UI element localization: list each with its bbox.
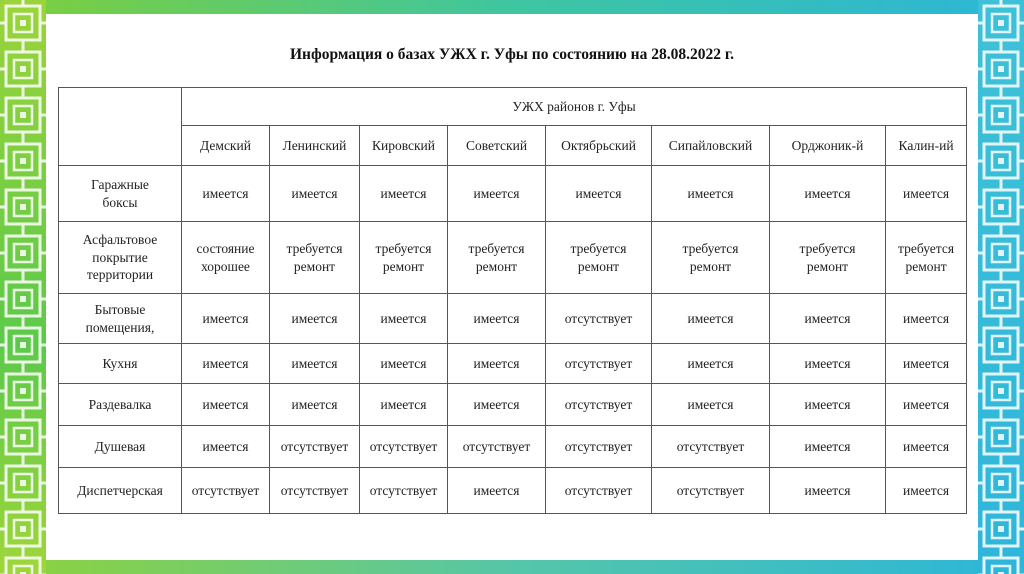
- table-cell: [886, 222, 967, 294]
- table-cell: имеется: [652, 384, 770, 426]
- table-cell: имеется: [448, 294, 546, 344]
- frame-top-border: [0, 0, 1024, 14]
- table-cell-line: требуется: [682, 240, 739, 256]
- bases-table: [58, 87, 967, 514]
- table-cell-line: требуется: [286, 240, 343, 256]
- table-cell: имеется: [360, 344, 448, 384]
- district-header: Ленинский: [270, 126, 360, 166]
- table-cell: [360, 222, 448, 294]
- table-cell-line: требуется: [799, 240, 856, 256]
- table-cell: [652, 222, 770, 294]
- district-header: Орджоник-й: [770, 126, 886, 166]
- table-cell: имеется: [448, 344, 546, 384]
- table-cell: имеется: [182, 384, 270, 426]
- table-cell: имеется: [770, 468, 886, 514]
- row-label-line: Душевая: [94, 438, 146, 454]
- table-row: [59, 222, 967, 294]
- table-cell-line: состояние: [196, 240, 255, 256]
- table-cell-line: требуется: [898, 240, 955, 256]
- table-cell-line: ремонт: [293, 258, 336, 274]
- table-cell: отсутствует: [270, 468, 360, 514]
- table-row: [59, 294, 967, 344]
- right-ornament-pattern: [978, 0, 1024, 574]
- table-cell: имеется: [886, 294, 967, 344]
- row-label: [59, 344, 182, 384]
- page-title: Информация о базах УЖХ г. Уфы по состоянию на 28.08.2022 г.: [289, 46, 735, 63]
- table-cell: [270, 222, 360, 294]
- table-cell: [182, 222, 270, 294]
- table-row: [59, 426, 967, 468]
- table-cell: имеется: [652, 166, 770, 222]
- table-cell: имеется: [270, 344, 360, 384]
- table-cell: отсутствует: [546, 294, 652, 344]
- frame-bottom-border: [0, 560, 1024, 574]
- table-cell: имеется: [886, 426, 967, 468]
- table-cell: имеется: [182, 344, 270, 384]
- table-cell-line: ремонт: [382, 258, 425, 274]
- table-cell: имеется: [448, 468, 546, 514]
- table-cell: имеется: [886, 166, 967, 222]
- corner-cell: [59, 88, 182, 166]
- table-cell-line: требуется: [570, 240, 627, 256]
- table-cell-line: ремонт: [475, 258, 518, 274]
- row-label-line: Гаражные: [91, 176, 149, 192]
- row-label-line: Асфальтовое: [82, 232, 158, 248]
- district-header: Демский: [182, 126, 270, 166]
- row-label-line: Раздевалка: [88, 396, 152, 412]
- row-label: [59, 384, 182, 426]
- table-cell-line: хорошее: [201, 258, 250, 274]
- row-label: [59, 166, 182, 222]
- table-cell: имеется: [886, 468, 967, 514]
- table-row: [59, 344, 967, 384]
- left-ornament-border: [0, 0, 46, 574]
- table-cell: имеется: [770, 426, 886, 468]
- row-label: [59, 294, 182, 344]
- right-ornament-border: [978, 0, 1024, 574]
- row-label: [59, 222, 182, 294]
- row-label-line: помещения,: [85, 319, 155, 335]
- row-label-line: Кухня: [102, 355, 138, 371]
- table-cell-line: требуется: [375, 240, 432, 256]
- table-cell: [770, 222, 886, 294]
- table-cell: имеется: [770, 384, 886, 426]
- table-cell: имеется: [886, 384, 967, 426]
- table-cell: имеется: [770, 294, 886, 344]
- table-cell: имеется: [270, 294, 360, 344]
- table-cell: имеется: [360, 166, 448, 222]
- table-cell: имеется: [652, 344, 770, 384]
- table-cell-line: ремонт: [689, 258, 732, 274]
- table-cell: отсутствует: [652, 468, 770, 514]
- header-row-districts: [59, 126, 967, 166]
- table-cell: имеется: [652, 294, 770, 344]
- district-header: Сипайловский: [652, 126, 770, 166]
- table-cell: имеется: [182, 166, 270, 222]
- table-cell: отсутствует: [546, 344, 652, 384]
- table-cell: имеется: [182, 294, 270, 344]
- table-cell-line: требуется: [468, 240, 525, 256]
- table-cell: имеется: [270, 166, 360, 222]
- table-cell: имеется: [770, 344, 886, 384]
- table-cell: отсутствует: [270, 426, 360, 468]
- row-label-line: территории: [86, 267, 154, 283]
- table-cell: отсутствует: [448, 426, 546, 468]
- table-cell: имеется: [546, 166, 652, 222]
- table-row: [59, 384, 967, 426]
- table-cell-line: ремонт: [577, 258, 620, 274]
- district-header: Кировский: [360, 126, 448, 166]
- table-cell: имеется: [360, 294, 448, 344]
- table-cell: имеется: [886, 344, 967, 384]
- district-header: Советский: [448, 126, 546, 166]
- row-label-line: Бытовые: [94, 301, 146, 317]
- table-cell: [546, 222, 652, 294]
- table-row: [59, 166, 967, 222]
- row-label-line: Диспетчерская: [77, 482, 163, 498]
- table-cell: имеется: [770, 166, 886, 222]
- row-label-line: покрытие: [92, 249, 148, 265]
- district-header: Калин-ий: [886, 126, 967, 166]
- left-ornament-pattern: [0, 0, 46, 574]
- row-label: [59, 468, 182, 514]
- table-cell-line: ремонт: [905, 258, 947, 274]
- table-cell: отсутствует: [652, 426, 770, 468]
- table-cell: имеется: [182, 426, 270, 468]
- table-cell: отсутствует: [546, 468, 652, 514]
- district-header: Октябрьский: [546, 126, 652, 166]
- row-label-line: боксы: [102, 194, 138, 210]
- table-cell-line: ремонт: [806, 258, 849, 274]
- table-cell: имеется: [270, 384, 360, 426]
- table-cell: отсутствует: [360, 426, 448, 468]
- table-row: [59, 468, 967, 514]
- table-cell: отсутствует: [546, 426, 652, 468]
- group-header: УЖХ районов г. Уфы: [182, 88, 967, 126]
- table-cell: имеется: [448, 384, 546, 426]
- table-cell: отсутствует: [546, 384, 652, 426]
- table-cell: [448, 222, 546, 294]
- table-cell: имеется: [360, 384, 448, 426]
- header-row-group: [59, 88, 967, 126]
- table-cell: имеется: [448, 166, 546, 222]
- table-cell: отсутствует: [182, 468, 270, 514]
- table-cell: отсутствует: [360, 468, 448, 514]
- row-label: [59, 426, 182, 468]
